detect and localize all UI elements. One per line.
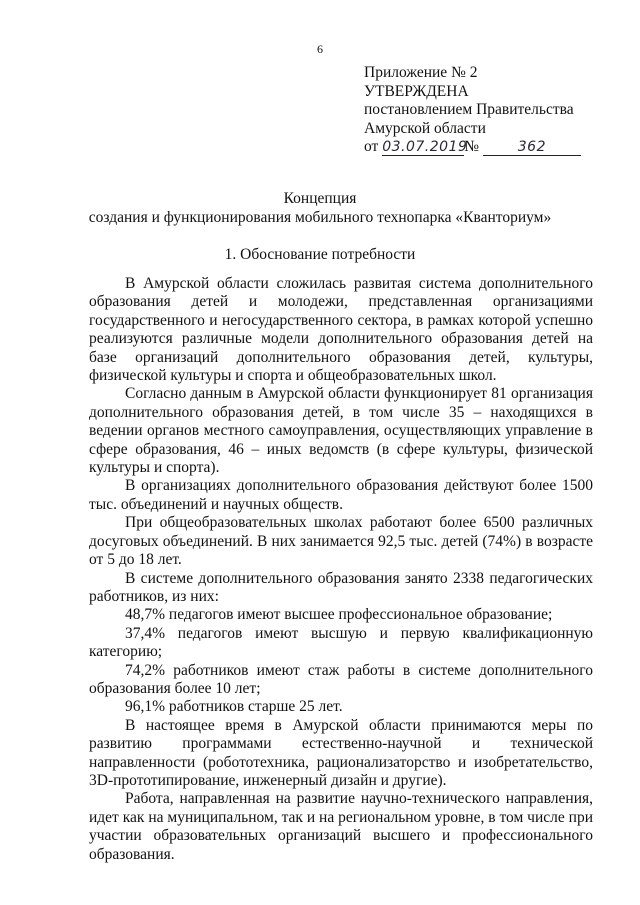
approval-block <box>364 64 614 157</box>
handwritten-number: 362 <box>483 140 581 156</box>
list-item: 96,1% работников старше 25 лет. <box>125 698 343 716</box>
approved-label: УТВЕРЖДЕНА <box>364 82 469 100</box>
handwritten-date: 03.07.2019 <box>382 139 468 156</box>
section-heading: 1. Обоснование потребности <box>224 246 416 263</box>
body-text <box>89 275 593 864</box>
date-number-line <box>364 138 614 157</box>
number-sign-label: № <box>464 138 479 156</box>
from-label: от <box>364 138 379 156</box>
page-number: 6 <box>317 42 323 56</box>
paragraph: При общеобразовательных школах работают более 6500 различных досуговых объединений. В них занимается 92,5 тыс. детей (74%) в возрасте от 5 до 18 лет. <box>89 514 593 569</box>
appendix-label: Приложение № 2 <box>364 64 478 81</box>
paragraph: Согласно данным в Амурской области функционирует 81 организация дополнительного образования детей, в том числе 35 – находящихся в ведении органов местного самоуправления, осуществляющих управление в сфере образования, 46 – иных ведомств (в сфере культуры, физической культуры и спорта). <box>89 385 593 477</box>
paragraph: Работа, направленная на развитие научно-технического направления, идет как на муниципальном, так и на региональном уровне, в том числе при участии образовательных организаций высшего и профессионального образования. <box>89 790 593 863</box>
paragraph: В Амурской области сложилась развитая система дополнительного образования детей и молодежи, представленная организациями государственного и негосударственного сектора, в рамках которой успешно реализуются различные модели дополнительного образования детей на базе организаций дополнительного образования детей, культуры, физической культуры и спорта и общеобразовательных школ. <box>89 275 593 385</box>
list-item: 48,7% педагогов имеют высшее профессиональное образование; <box>125 606 553 624</box>
list-item: 74,2% работников имеют стаж работы в системе дополнительного образования более 10 лет; <box>89 661 593 697</box>
paragraph: В настоящее время в Амурской области принимаются меры по развитию программами естественно-научной и технической направленности (робототехника, рационализаторство и изобретательство, 3D-прототипирование, инженерный дизайн и другие). <box>89 716 593 789</box>
paragraph: В системе дополнительного образования занято 2338 педагогических работников, из них: <box>89 569 593 605</box>
document-subtitle: создания и функционирования мобильного технопарка «Кванториум» <box>88 209 552 226</box>
region-label: Амурской области <box>364 119 486 137</box>
list-item: 37,4% педагогов имеют высшую и первую квалификационную категорию; <box>89 624 593 661</box>
resolution-label: постановлением Правительства <box>364 101 574 119</box>
document-title: Концепция <box>283 190 357 207</box>
paragraph: В организациях дополнительного образования действуют более 1500 тыс. объединений и научных обществ. <box>89 477 593 513</box>
